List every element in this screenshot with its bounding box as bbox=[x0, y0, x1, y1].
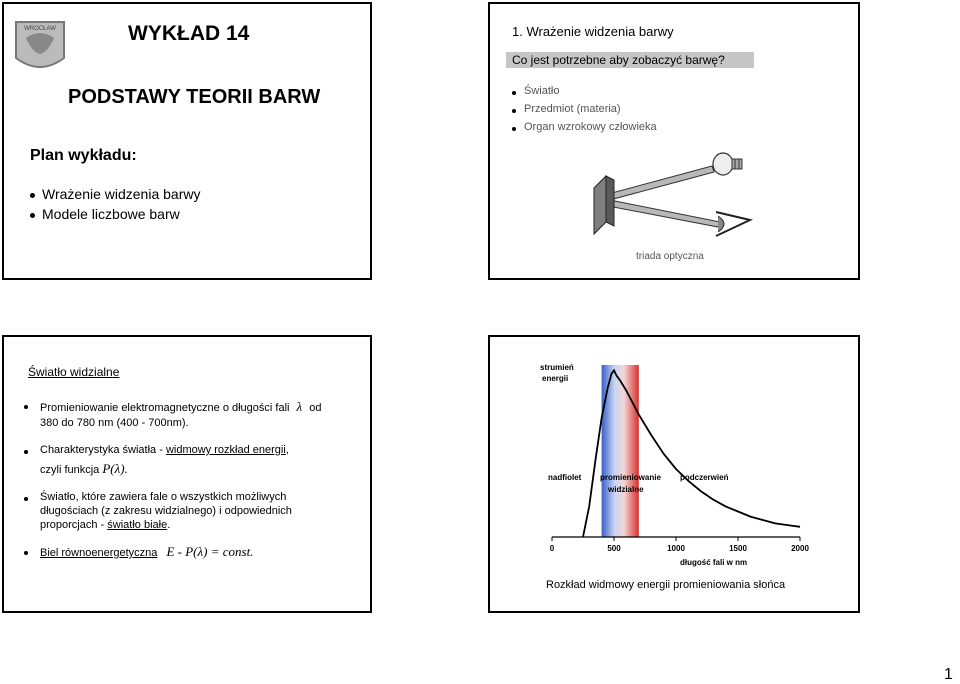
optical-triad-diagram bbox=[590, 144, 770, 244]
slide-heading: 1. Wrażenie widzenia barwy bbox=[512, 24, 674, 39]
function-symbol: P(λ). bbox=[102, 461, 128, 476]
bullet-icon bbox=[30, 213, 35, 218]
question-text: Co jest potrzebne aby zobaczyć barwę? bbox=[512, 53, 725, 67]
text-span: Promieniowanie elektromagnetyczne o długości fali bbox=[40, 402, 290, 414]
bullet-icon bbox=[512, 91, 516, 95]
bullet-icon bbox=[24, 497, 28, 501]
page-number: 1 bbox=[944, 666, 953, 683]
lecture-title: WYKŁAD 14 bbox=[128, 22, 250, 45]
triad-item: Przedmiot (materia) bbox=[524, 103, 621, 115]
text-span: . bbox=[167, 519, 171, 531]
bullet-icon bbox=[30, 193, 35, 198]
lecture-subtitle: PODSTAWY TEORII BARW bbox=[68, 86, 321, 108]
plan-item: Wrażenie widzenia barwy bbox=[42, 186, 201, 202]
eye-icon bbox=[716, 212, 750, 236]
bullet-icon bbox=[24, 405, 28, 409]
white-light-link[interactable]: światło białe bbox=[107, 519, 168, 531]
plan-item: Modele liczbowe barw bbox=[42, 206, 180, 222]
bullet-icon bbox=[512, 127, 516, 131]
paragraph-line bbox=[40, 399, 321, 415]
slide-title bbox=[2, 2, 372, 280]
text-span: od bbox=[309, 402, 322, 414]
bullet-icon bbox=[24, 551, 28, 555]
university-logo bbox=[12, 18, 68, 78]
text-span: , bbox=[285, 444, 289, 456]
spectrum-chart bbox=[490, 337, 858, 577]
y-label-line1: strumień bbox=[540, 363, 574, 372]
x-tick-label: 2000 bbox=[791, 544, 809, 553]
region-label-ir: podczerwień bbox=[680, 473, 729, 482]
paragraph-line: Światło, które zawiera fale o wszystkich możliwych bbox=[40, 491, 287, 503]
text-span: Charakterystyka światła - bbox=[40, 444, 163, 456]
light-bulb-icon bbox=[713, 153, 742, 175]
paragraph-line: długościach (z zakresu widzialnego) i odpowiednich bbox=[40, 505, 292, 517]
slide-color-perception bbox=[488, 2, 860, 280]
formula: E - P(λ) = const. bbox=[166, 544, 254, 559]
paragraph-line bbox=[40, 444, 289, 456]
diagram-caption: triada optyczna bbox=[636, 251, 704, 262]
region-label-visible: promieniowanie bbox=[600, 473, 661, 482]
x-tick-label: 1500 bbox=[729, 544, 747, 553]
x-tick-label: 0 bbox=[549, 544, 555, 553]
slide-solar-spectrum bbox=[488, 335, 860, 613]
lambda-symbol: λ bbox=[296, 399, 303, 414]
y-label-line2: energii bbox=[542, 374, 569, 383]
triad-item: Światło bbox=[524, 85, 560, 97]
bullet-icon bbox=[512, 109, 516, 113]
triad-item: Organ wzrokowy człowieka bbox=[524, 121, 657, 133]
plan-label: Plan wykładu: bbox=[30, 147, 137, 164]
x-axis-label: długość fali w nm bbox=[680, 558, 748, 567]
x-tick-label: 1000 bbox=[667, 544, 685, 553]
paragraph-line: 380 do 780 nm (400 - 700nm). bbox=[40, 417, 189, 429]
slide-visible-light bbox=[2, 335, 372, 613]
paragraph-line bbox=[40, 461, 128, 477]
region-label-uv: nadfiolet bbox=[548, 473, 582, 482]
paragraph-line bbox=[40, 519, 170, 531]
paragraph-line bbox=[40, 544, 253, 560]
object-block-icon bbox=[594, 176, 614, 234]
x-tick-label: 500 bbox=[607, 544, 621, 553]
chart-caption: Rozkład widmowy energii promieniowania słońca bbox=[546, 579, 786, 591]
slide-heading: Światło widzialne bbox=[28, 365, 120, 379]
equal-energy-white-link[interactable]: Biel równoenergetyczna bbox=[40, 547, 158, 559]
svg-text:WROCŁAW: WROCŁAW bbox=[24, 26, 56, 32]
region-label-visible-2: widzialne bbox=[608, 485, 644, 494]
text-span: czyli funkcja bbox=[40, 464, 100, 476]
text-span: proporcjach - bbox=[40, 519, 105, 531]
spectral-distribution-link[interactable]: widmowy rozkład energii bbox=[165, 444, 286, 456]
bullet-icon bbox=[24, 450, 28, 454]
